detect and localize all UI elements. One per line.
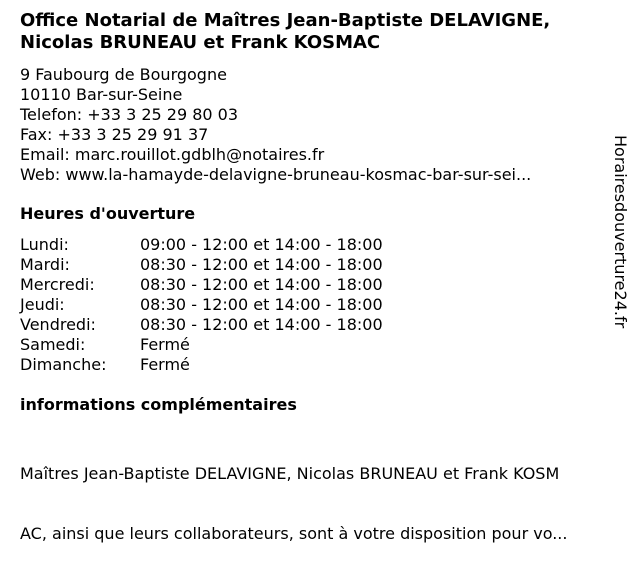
hours-row-thursday <box>20 295 383 315</box>
day-hours: 08:30 - 12:00 et 14:00 - 18:00 <box>140 275 383 294</box>
hours-heading: Heures d'ouverture <box>20 204 196 223</box>
info-heading: informations complémentaires <box>20 395 297 414</box>
day-label: Jeudi: <box>20 295 65 314</box>
hours-row-friday <box>20 315 383 335</box>
day-label: Samedi: <box>20 335 86 354</box>
office-title-line-1: Office Notarial de Maîtres Jean-Baptiste DELAVIGNE, <box>20 10 551 31</box>
day-hours: 08:30 - 12:00 et 14:00 - 18:00 <box>140 295 383 314</box>
day-label: Mercredi: <box>20 275 95 294</box>
hours-table <box>20 235 383 375</box>
day-hours: Fermé <box>140 335 190 354</box>
hours-row-saturday <box>20 335 383 355</box>
day-hours: 09:00 - 12:00 et 14:00 - 18:00 <box>140 235 383 254</box>
hours-row-wednesday <box>20 275 383 295</box>
day-label: Vendredi: <box>20 315 96 334</box>
website: Web: www.la-hamayde-delavigne-bruneau-kosmac-bar-sur-sei... <box>20 165 532 184</box>
fax: Fax: +33 3 25 29 91 37 <box>20 125 209 144</box>
hours-row-sunday <box>20 355 383 375</box>
day-hours: 08:30 - 12:00 et 14:00 - 18:00 <box>140 255 383 274</box>
street: 9 Faubourg de Bourgogne <box>20 65 227 84</box>
hours-row-tuesday <box>20 255 383 275</box>
office-title-line-2: Nicolas BRUNEAU et Frank KOSMAC <box>20 32 381 53</box>
info-line-1: Maîtres Jean-Baptiste DELAVIGNE, Nicolas BRUNEAU et Frank KOSM <box>20 464 560 483</box>
phone: Telefon: +33 3 25 29 80 03 <box>20 105 239 124</box>
site-watermark: Horairesdouverture24.fr <box>611 135 630 329</box>
city: 10110 Bar-sur-Seine <box>20 85 183 104</box>
email: Email: marc.rouillot.gdblh@notaires.fr <box>20 145 325 164</box>
day-label: Dimanche: <box>20 355 107 374</box>
day-label: Lundi: <box>20 235 69 254</box>
info-line-2: AC, ainsi que leurs collaborateurs, sont à votre disposition pour vo... <box>20 524 568 543</box>
info-text <box>20 424 620 564</box>
hours-row-monday <box>20 235 383 255</box>
day-label: Mardi: <box>20 255 70 274</box>
address-block <box>20 65 531 185</box>
office-title <box>20 10 550 54</box>
day-hours: 08:30 - 12:00 et 14:00 - 18:00 <box>140 315 383 334</box>
day-hours: Fermé <box>140 355 190 374</box>
